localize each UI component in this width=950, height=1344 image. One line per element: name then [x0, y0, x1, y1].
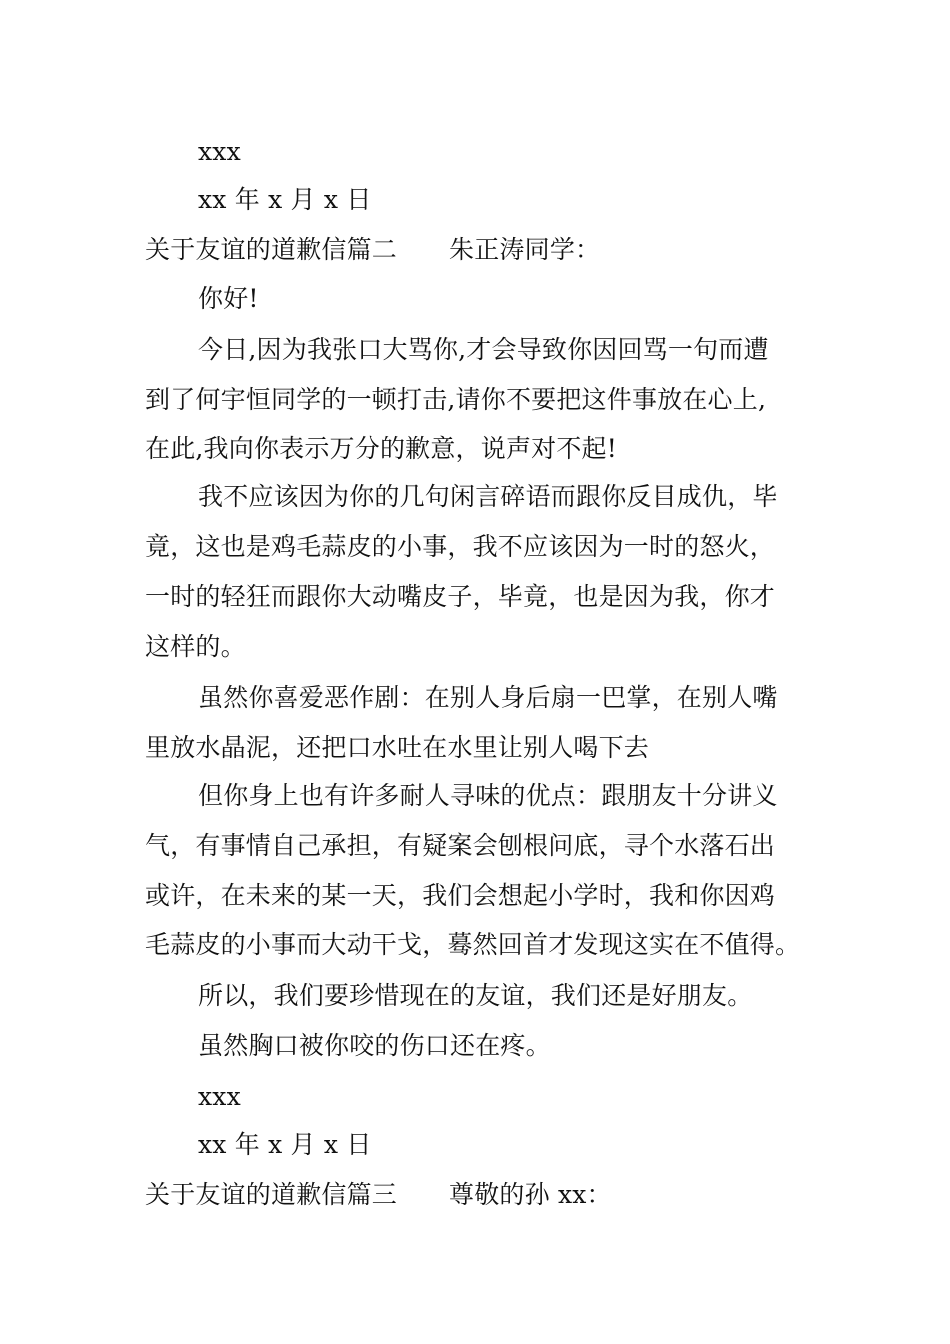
paragraph-line: 竟，这也是鸡毛蒜皮的小事，我不应该因为一时的怒火，	[145, 532, 776, 561]
paragraph-line: 到了何宇恒同学的一顿打击,请你不要把这件事放在心上,	[145, 385, 767, 414]
paragraph-line: 我不应该因为你的几句闲言碎语而跟你反目成仇，毕	[198, 482, 778, 511]
paragraph-line: 但你身上也有许多耐人寻味的优点：跟朋友十分讲义	[198, 781, 778, 810]
signature: xxx	[198, 1082, 241, 1111]
salutation: 尊敬的孙 xx：	[449, 1180, 612, 1209]
paragraph-line: 在此,我向你表示万分的歉意，说声对不起!	[145, 434, 617, 463]
paragraph-line: 虽然胸口被你咬的伤口还在疼。	[198, 1031, 551, 1060]
section-heading-line	[145, 235, 810, 265]
paragraph-line: 今日,因为我张口大骂你,才会导致你因回骂一句而遭	[198, 335, 769, 364]
greeting: 你好!	[198, 284, 259, 313]
paragraph-line: 里放水晶泥，还把口水吐在水里让别人喝下去	[145, 733, 650, 762]
paragraph-line: 一时的轻狂而跟你大动嘴皮子，毕竟，也是因为我，你才	[145, 582, 776, 611]
section-heading: 关于友谊的道歉信篇二	[145, 235, 398, 264]
paragraph-line: 虽然你喜爱恶作剧：在别人身后扇一巴掌，在别人嘴	[198, 683, 778, 712]
salutation: 朱正涛同学：	[449, 235, 601, 264]
section-heading: 关于友谊的道歉信篇三	[145, 1180, 398, 1209]
paragraph-line: 气，有事情自己承担，有疑案会刨根问底，寻个水落石出	[145, 831, 776, 860]
signature: xxx	[198, 137, 241, 166]
date: xx 年 x 月 x 日	[198, 185, 372, 214]
paragraph-line: 这样的。	[145, 632, 246, 661]
paragraph-line: 或许，在未来的某一天，我们会想起小学时，我和你因鸡	[145, 881, 776, 910]
paragraph-line: 所以，我们要珍惜现在的友谊，我们还是好朋友。	[198, 981, 753, 1010]
date: xx 年 x 月 x 日	[198, 1130, 372, 1159]
paragraph-line: 毛蒜皮的小事而大动干戈，蓦然回首才发现这实在不值得。	[145, 930, 801, 959]
section-heading-line	[145, 1180, 810, 1210]
